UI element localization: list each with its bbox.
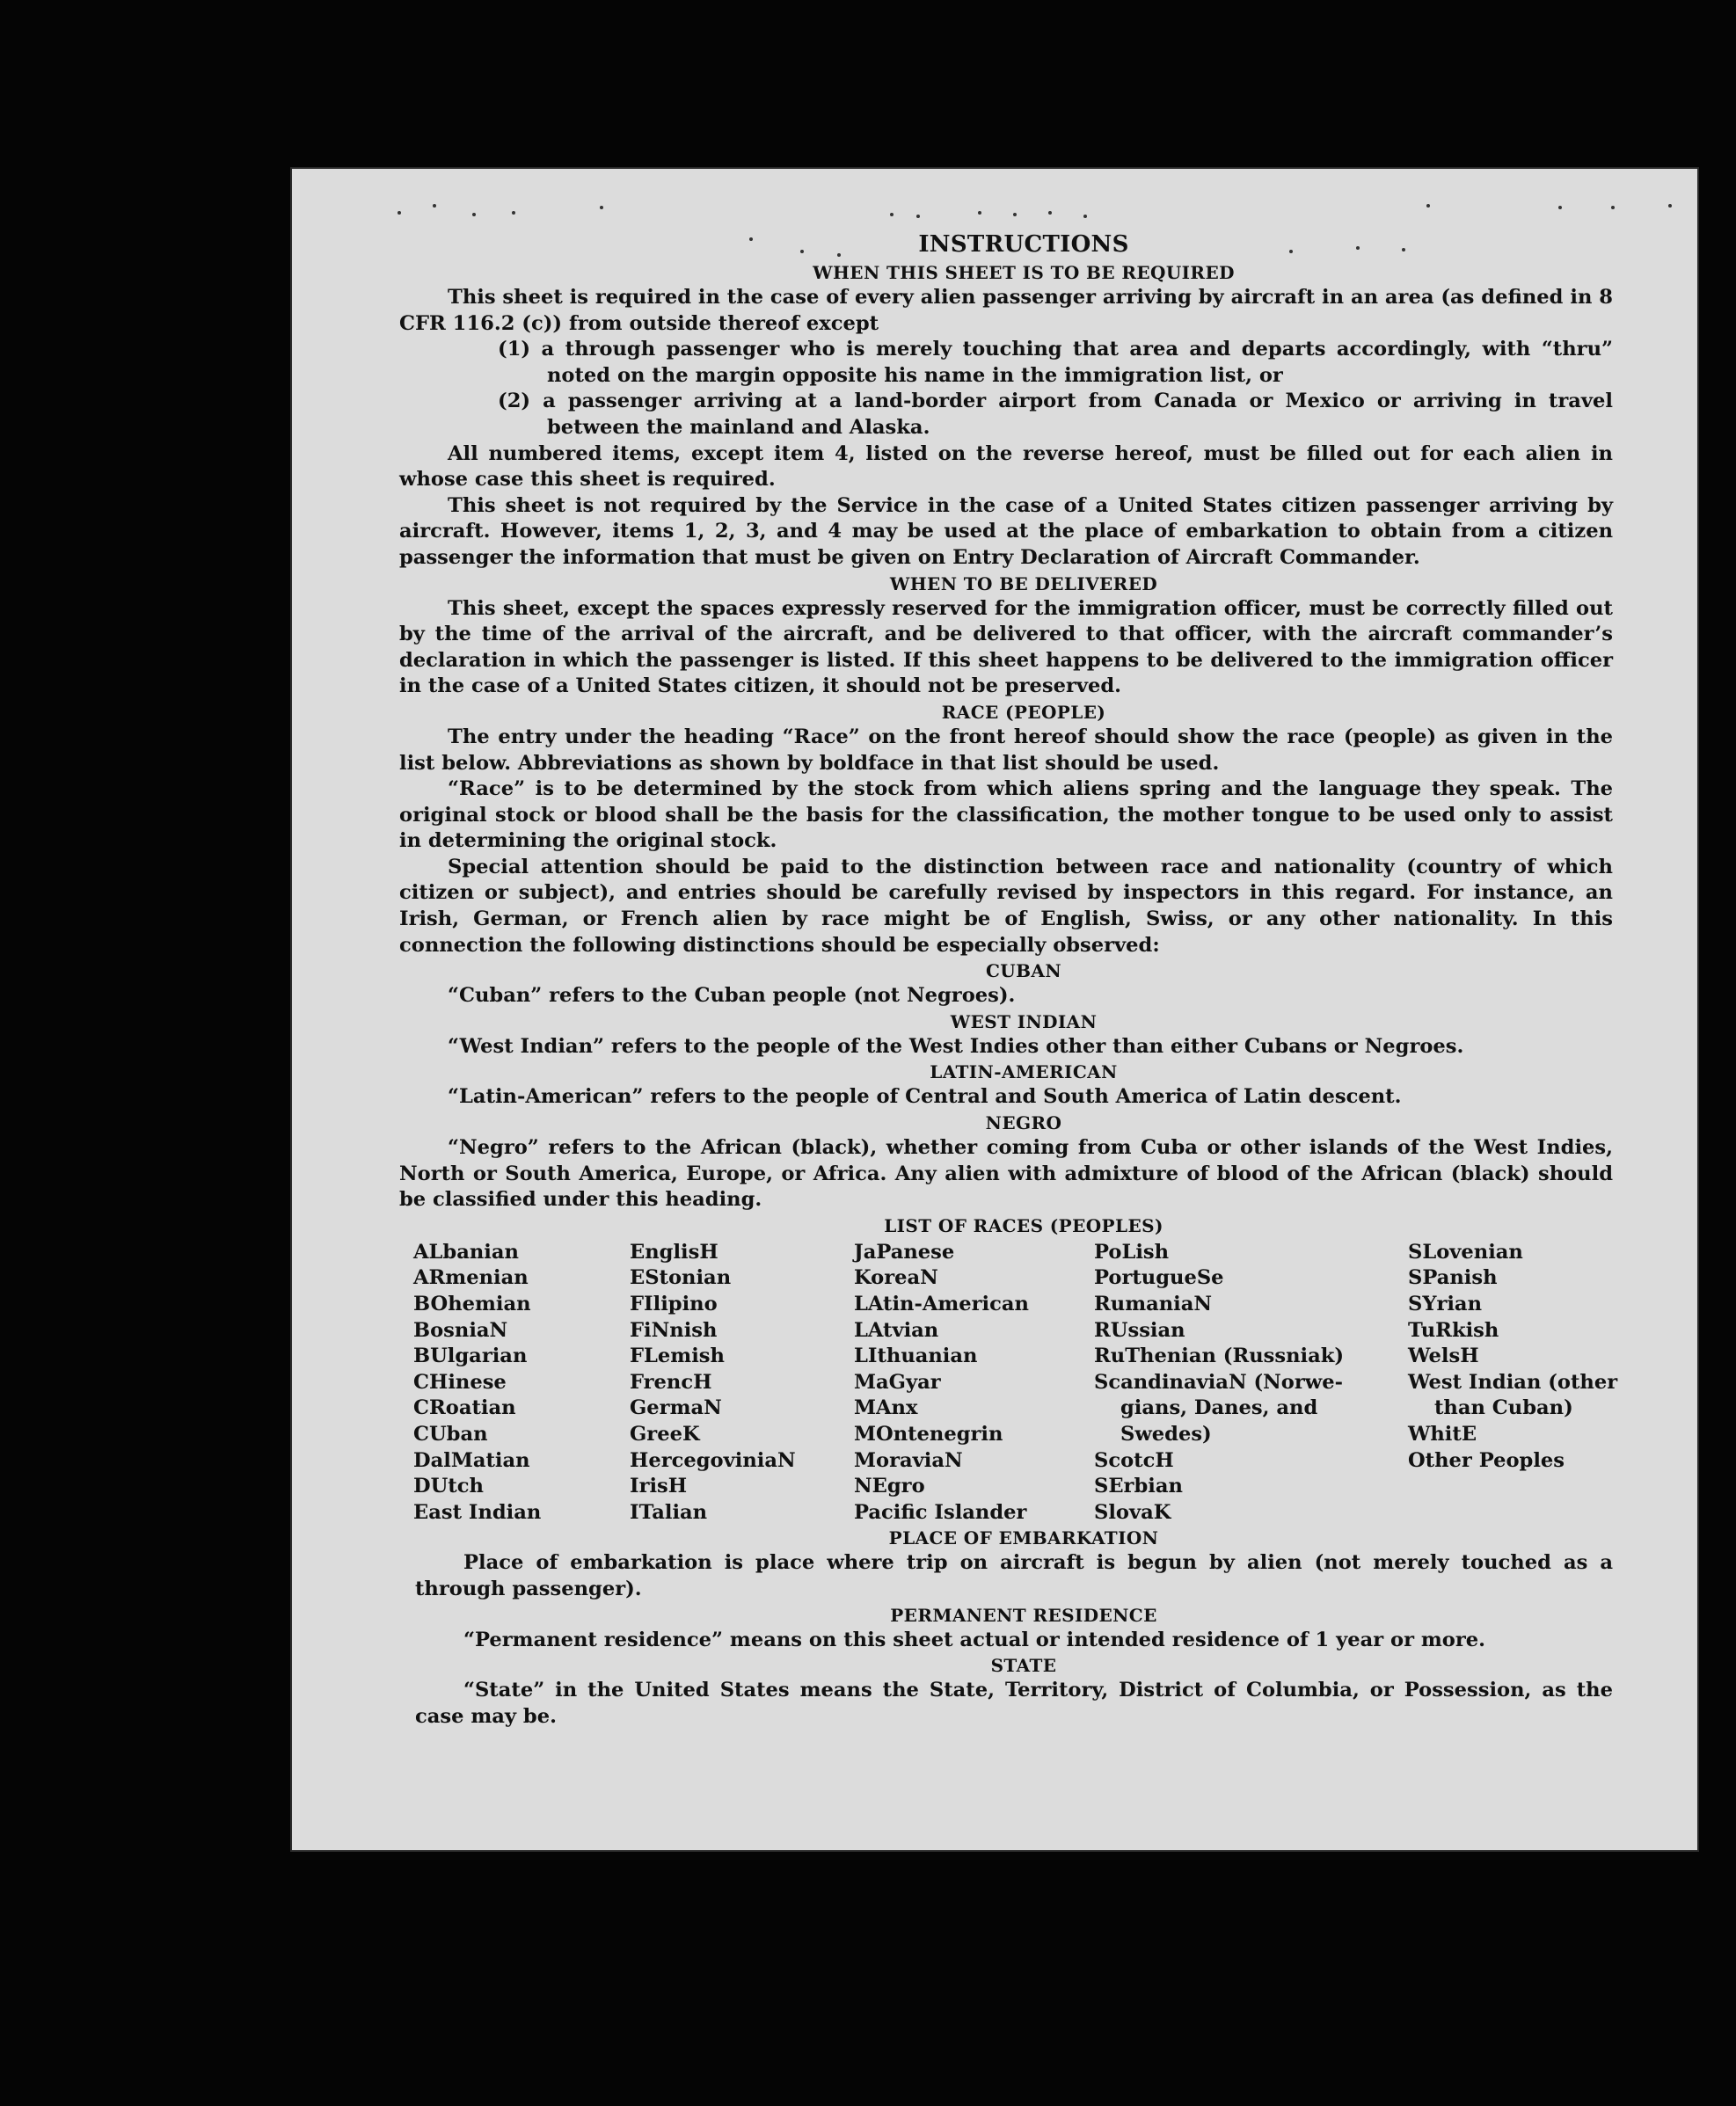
document-sheet xyxy=(292,169,1697,1850)
race-entry: JaPanese xyxy=(854,1240,955,1264)
race-entry: EnglisH xyxy=(630,1240,718,1264)
race-entry: HercegoviniaN xyxy=(630,1448,796,1472)
race-entry: SLovenian xyxy=(1408,1240,1523,1264)
paragraph: This sheet is not required by the Service in the case of a United States citizen passenger arriving by aircraft. However, items 1, 2, 3, and 4 may be used at the place of embarkation to obtain from a citizen passenger the information that must be given on Entry Declaration of Aircraft Commander. xyxy=(399,493,1613,569)
race-entry: ALbanian xyxy=(413,1240,519,1264)
races-list xyxy=(399,1240,1618,1527)
paragraph: Place of embarkation is place where trip on aircraft is begun by alien (not merely touched as a through passenger). xyxy=(415,1551,1613,1600)
race-entry: ScandinaviaN (Norwe- xyxy=(1094,1370,1343,1394)
race-entry: DUtch xyxy=(413,1475,484,1498)
race-entry: FiNnish xyxy=(630,1318,718,1342)
paragraph: “Permanent residence” means on this sheet actual or intended residence of 1 year or more. xyxy=(463,1628,1486,1651)
race-entry: MoraviaN xyxy=(854,1448,963,1472)
race-entry: RUssian xyxy=(1094,1318,1185,1342)
race-entry: BOhemian xyxy=(413,1293,531,1315)
races-column xyxy=(413,1240,630,1527)
race-entry: Pacific Islander xyxy=(854,1500,1027,1524)
scan-speck xyxy=(1611,206,1615,209)
race-entry: RumaniaN xyxy=(1094,1293,1213,1315)
scan-speck xyxy=(512,211,515,215)
race-entry: FLemish xyxy=(630,1344,725,1368)
scan-speck xyxy=(600,206,603,209)
race-entry: FrencH xyxy=(630,1370,712,1394)
document-title: INSTRUCTIONS xyxy=(918,231,1129,258)
race-entry: RuThenian (Russniak) xyxy=(1094,1344,1345,1368)
paragraph: “Negro” refers to the African (black), whether coming from Cuba or other islands of the West Indies, North or South America, Europe, or Africa. Any alien with admixture of blood of the African (black) should be classified under this heading. xyxy=(399,1136,1613,1212)
scan-speck xyxy=(890,213,894,216)
scan-speck xyxy=(1048,211,1052,215)
race-entry: GermaN xyxy=(630,1396,722,1420)
race-entry: LIthuanian xyxy=(854,1344,978,1368)
race-entry: East Indian xyxy=(413,1500,542,1524)
race-entry: gians, Danes, and xyxy=(1120,1396,1318,1420)
races-column xyxy=(1094,1240,1408,1527)
definition-sections xyxy=(399,1526,1613,1730)
paragraph: The entry under the heading “Race” on the front hereof should show the race (people) as given in the list below. Abbreviations as shown by boldface in that list should be used. xyxy=(399,725,1613,775)
races-column xyxy=(854,1240,1094,1527)
section-heading: WHEN THIS SHEET IS TO BE REQUIRED xyxy=(813,262,1235,283)
section-heading: LATIN-AMERICAN xyxy=(930,1061,1118,1083)
scan-speck xyxy=(398,211,401,215)
race-entry: West Indian (other xyxy=(1408,1370,1618,1394)
section-heading: PERMANENT RESIDENCE xyxy=(890,1604,1157,1626)
paragraph: “State” in the United States means the State, Territory, District of Columbia, or Possession, as the case may be. xyxy=(415,1679,1613,1728)
section-heading: WEST INDIAN xyxy=(950,1010,1098,1032)
races-heading: LIST OF RACES (PEOPLES) xyxy=(884,1214,1163,1236)
exception-item: (1) a through passenger who is merely touching that area and departs accordingly, with “thru” noted on the margin opposite his name in the immigration list, or xyxy=(498,338,1613,387)
paragraph: Special attention should be paid to the distinction between race and nationality (country of which citizen or subject), and entries should be carefully revised by inspectors in this regard. For instance, an Irish, German, or French alien by race might be of English, Swiss, or any other nationality. In this connection the following distinctions should be especially observed: xyxy=(399,855,1613,957)
races-column xyxy=(630,1240,854,1527)
scan-speck xyxy=(1426,204,1430,208)
paragraph: All numbered items, except item 4, listed on the reverse hereof, must be filled out for each alien in whose case this sheet is required. xyxy=(399,441,1613,492)
section-heading: WHEN TO BE DELIVERED xyxy=(889,572,1158,594)
race-entry: EStonian xyxy=(630,1266,732,1290)
section-heading: NEGRO xyxy=(985,1112,1062,1134)
instructions-content xyxy=(399,230,1618,1730)
race-entry: than Cuban) xyxy=(1434,1396,1573,1420)
section-heading: CUBAN xyxy=(985,960,1062,982)
race-entry: MaGyar xyxy=(854,1370,941,1394)
scan-speck xyxy=(433,204,436,208)
paragraph: “Cuban” refers to the Cuban people (not Negroes). xyxy=(448,984,1016,1008)
race-entry: ITalian xyxy=(630,1500,708,1524)
paragraph: “Race” is to be determined by the stock from which aliens spring and the language they speak. The original stock or blood shall be the basis for the classification, the mother tongue to be used only to assist in determining the original stock. xyxy=(399,777,1613,853)
race-entry: NEgro xyxy=(854,1475,925,1498)
section-heading: PLACE OF EMBARKATION xyxy=(888,1527,1159,1549)
race-entry: SErbian xyxy=(1094,1475,1183,1498)
race-entry: Other Peoples xyxy=(1408,1448,1565,1472)
paragraph: This sheet is required in the case of every alien passenger arriving by aircraft in an area (as defined in 8 CFR 116.2 (c)) from outside thereof except xyxy=(399,286,1613,335)
paragraph: “Latin-American” refers to the people of Central and South America of Latin descent. xyxy=(448,1085,1402,1109)
race-entry: PoLish xyxy=(1094,1240,1170,1264)
scan-speck xyxy=(1668,204,1672,208)
scan-speck xyxy=(1558,206,1562,209)
exception-item: (2) a passenger arriving at a land-border airport from Canada or Mexico or arriving in travel between the mainland and Alaska. xyxy=(498,390,1613,439)
race-entry: BosniaN xyxy=(413,1318,508,1342)
race-entry: LAtin-American xyxy=(854,1293,1029,1315)
race-entry: PortugueSe xyxy=(1094,1266,1224,1290)
section-heading: RACE (PEOPLE) xyxy=(941,701,1106,723)
race-entry: WelsH xyxy=(1408,1344,1479,1368)
race-entry: BUlgarian xyxy=(413,1344,528,1368)
scan-speck xyxy=(1013,213,1017,216)
race-entry: GreeK xyxy=(630,1422,700,1446)
race-entry: CRoatian xyxy=(413,1396,516,1420)
race-entry: SPanish xyxy=(1408,1266,1498,1290)
race-entry: TuRkish xyxy=(1408,1318,1499,1342)
race-entry: Swedes) xyxy=(1120,1422,1212,1446)
race-entry: CHinese xyxy=(413,1370,507,1394)
scan-speck xyxy=(916,215,920,218)
race-entry: MAnx xyxy=(854,1396,918,1420)
scan-speck xyxy=(1083,215,1087,218)
race-entry: KoreaN xyxy=(854,1266,938,1290)
race-entry: DalMatian xyxy=(413,1448,530,1472)
race-entry: WhitE xyxy=(1408,1422,1477,1446)
race-entry: ARmenian xyxy=(413,1266,529,1290)
races-column xyxy=(1408,1240,1628,1527)
scan-speck xyxy=(978,211,981,215)
paragraph: This sheet, except the spaces expressly reserved for the immigration officer, must be correctly filled out by the time of the arrival of the aircraft, and be delivered to that officer, with the aircraft commander’s declaration in which the passenger is listed. If this sheet happens to be delivered to the immigration officer in the case of a United States citizen, it should not be preserved. xyxy=(399,596,1613,698)
race-entry: CUban xyxy=(413,1422,488,1446)
race-entry: SlovaK xyxy=(1094,1500,1171,1524)
race-entry: ScotcH xyxy=(1094,1448,1174,1472)
race-entry: LAtvian xyxy=(854,1318,939,1342)
race-entry: SYrian xyxy=(1408,1293,1482,1315)
section-heading: STATE xyxy=(990,1655,1057,1677)
scan-speck xyxy=(472,213,476,216)
race-entry: IrisH xyxy=(630,1475,688,1498)
race-entry: FIlipino xyxy=(630,1293,718,1315)
instruction-sections xyxy=(399,260,1613,1213)
paragraph: “West Indian” refers to the people of the West Indies other than either Cubans or Negroes. xyxy=(448,1034,1464,1058)
race-entry: MOntenegrin xyxy=(854,1422,1003,1446)
